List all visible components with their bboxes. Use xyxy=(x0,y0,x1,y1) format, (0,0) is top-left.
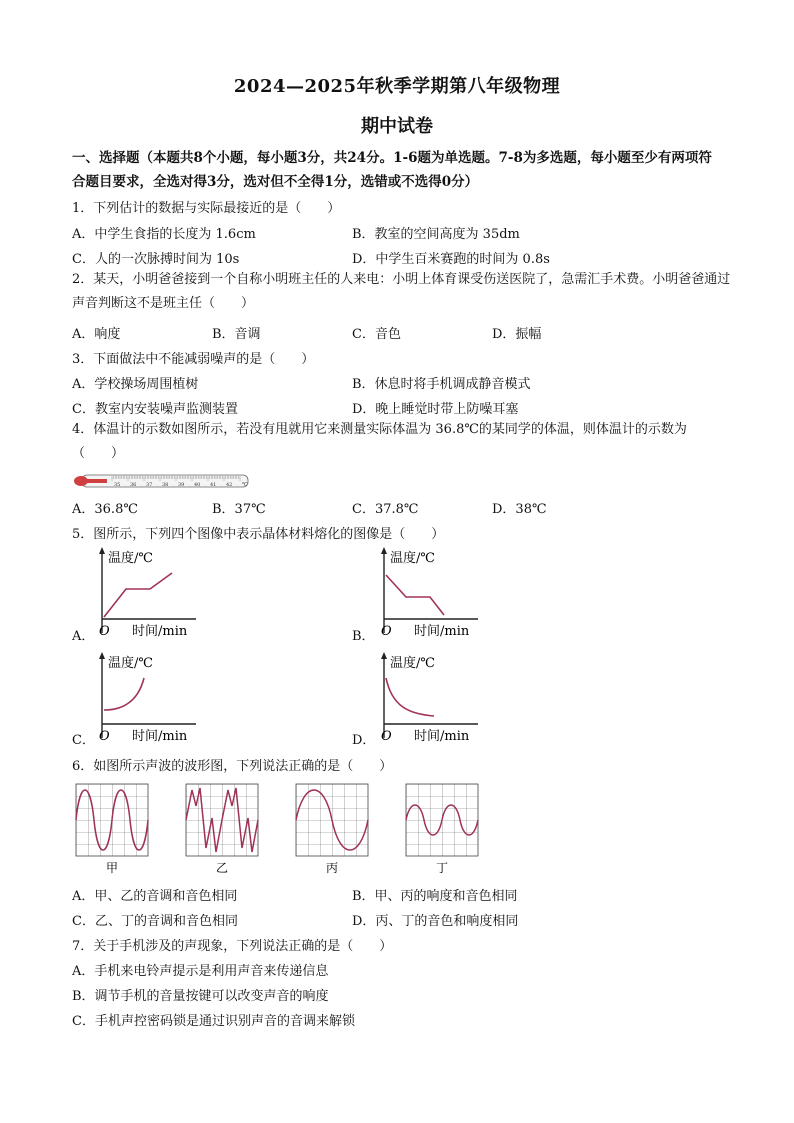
question-2-stem: 2．某天，小明爸爸接到一个自称小明班主任的人来电：小明上体育课受伤送医院了，急需汇手术费。小明爸爸通过声音判断这不是班主任（ ） xyxy=(72,272,731,311)
section-heading: 一、选择题（本题共8个小题，每小题3分，共24分。1-6题为单选题。7-8为多选题，每小题至少有两项符合题目要求，全选对得3分，选对但不全得1分，选错或不选得0分） xyxy=(72,150,712,190)
thermometer-tick-label: 37 xyxy=(146,482,153,488)
graph-a-ylabel: 温度/℃ xyxy=(108,551,153,566)
q1-option-d: D．中学生百米赛跑的时间为 0.8s xyxy=(352,252,550,267)
graph-a xyxy=(92,545,202,640)
q6-option-a: A．甲、乙的音调和音色相同 xyxy=(72,889,238,904)
q7-option-a: A．手机来电铃声提示是利用声音来传递信息 xyxy=(72,964,329,979)
graph-c-origin: O xyxy=(99,729,110,744)
question-3-stem: 3．下面做法中不能减弱噪声的是（ ） xyxy=(72,352,315,367)
q5-option-a: A． xyxy=(72,629,95,644)
q1-option-a: A．中学生食指的长度为 1.6cm xyxy=(72,227,256,242)
thermometer-mercury xyxy=(81,479,107,483)
q3-option-b: B．休息时将手机调成静音模式 xyxy=(352,377,531,392)
thermometer-tick-label: 42 xyxy=(226,482,233,488)
q2-option-d: D．振幅 xyxy=(492,327,542,342)
waveform-jia xyxy=(76,784,148,856)
graph-c-ylabel: 温度/℃ xyxy=(108,656,153,671)
question-6-stem: 6．如图所示声波的波形图，下列说法正确的是（ ） xyxy=(72,759,393,774)
q3-option-a: A．学校操场周围植树 xyxy=(72,377,199,392)
wave-label-yi: 乙 xyxy=(215,861,229,875)
q6-option-c: C．乙、丁的音调和音色相同 xyxy=(72,914,238,929)
graph-d-ylabel: 温度/℃ xyxy=(390,656,435,671)
thermometer-tick-label: 39 xyxy=(178,482,185,488)
thermometer-tick-label: 36 xyxy=(130,482,137,488)
graph-b-xlabel: 时间/min xyxy=(414,624,470,639)
q6-option-d: D．丙、丁的音色和响度相同 xyxy=(352,914,519,929)
question-5-stem: 5．图所示，下列四个图像中表示晶体材料熔化的图像是（ ） xyxy=(72,527,445,542)
graph-c-curve xyxy=(104,678,144,710)
q5-option-d: D． xyxy=(352,733,376,748)
q4-option-a: A．36.8℃ xyxy=(72,502,138,517)
graph-d-curve xyxy=(386,678,434,716)
thermometer-tick-label: ℃ xyxy=(242,482,248,488)
q1-option-b: B．教室的空间高度为 35dm xyxy=(352,227,520,242)
q7-option-b: B．调节手机的音量按键可以改变声音的响度 xyxy=(72,989,329,1004)
q5-option-c: C． xyxy=(72,733,95,748)
graph-a-curve xyxy=(104,573,172,617)
thermometer-tick-label: 38 xyxy=(162,482,169,488)
graph-c-xlabel: 时间/min xyxy=(132,729,188,744)
graph-b-origin: O xyxy=(381,624,392,639)
q3-option-c: C．教室内安装噪声监测装置 xyxy=(72,402,238,417)
question-1-stem: 1．下列估计的数据与实际最接近的是（ ） xyxy=(72,201,341,216)
q7-option-c: C．手机声控密码锁是通过识别声音的音调来解锁 xyxy=(72,1014,355,1029)
waveform-bing xyxy=(296,784,368,856)
graph-c xyxy=(92,650,202,745)
q4-option-c: C．37.8℃ xyxy=(352,502,419,517)
question-4-stem: 4．体温计的示数如图所示，若没有甩就用它来测量实际体温为 36.8℃的某同学的体温，则体温计的示数为（ ） xyxy=(72,422,687,461)
q5-option-b: B． xyxy=(352,629,375,644)
q4-option-b: B．37℃ xyxy=(212,502,266,517)
exam-title: 2024—2025年秋季学期第八年级物理 xyxy=(233,76,561,97)
thermometer-tick-label: 40 xyxy=(194,482,201,488)
graph-d xyxy=(374,650,484,745)
q1-option-c: C．人的一次脉搏时间为 10s xyxy=(72,252,240,267)
wave-label-ding: 丁 xyxy=(435,861,449,875)
waveform-ding xyxy=(406,784,478,856)
q4-option-d: D．38℃ xyxy=(492,502,547,517)
graph-b-curve xyxy=(386,575,444,615)
exam-subtitle: 期中试卷 xyxy=(361,116,433,137)
graph-b-ylabel: 温度/℃ xyxy=(390,551,435,566)
graph-d-origin: O xyxy=(381,729,392,744)
q2-option-c: C．音色 xyxy=(352,327,401,342)
thermometer-tick-label: 41 xyxy=(210,482,217,488)
thermometer-tick-label: 35 xyxy=(114,482,121,488)
graph-d-xlabel: 时间/min xyxy=(414,729,470,744)
graph-a-origin: O xyxy=(99,624,110,639)
waveform-yi xyxy=(186,784,258,856)
q3-option-d: D．晚上睡觉时带上防噪耳塞 xyxy=(352,402,519,417)
wave-label-bing: 丙 xyxy=(325,861,339,875)
q6-option-b: B．甲、丙的响度和音色相同 xyxy=(352,889,518,904)
question-7-stem: 7．关于手机涉及的声现象，下列说法正确的是（ ） xyxy=(72,939,393,954)
graph-b xyxy=(374,545,484,640)
q2-option-a: A．响度 xyxy=(72,327,121,342)
graph-a-xlabel: 时间/min xyxy=(132,624,188,639)
wave-label-jia: 甲 xyxy=(105,861,119,875)
q2-option-b: B．音调 xyxy=(212,327,261,342)
waveform-figure xyxy=(72,780,492,880)
thermometer-figure xyxy=(72,470,252,492)
